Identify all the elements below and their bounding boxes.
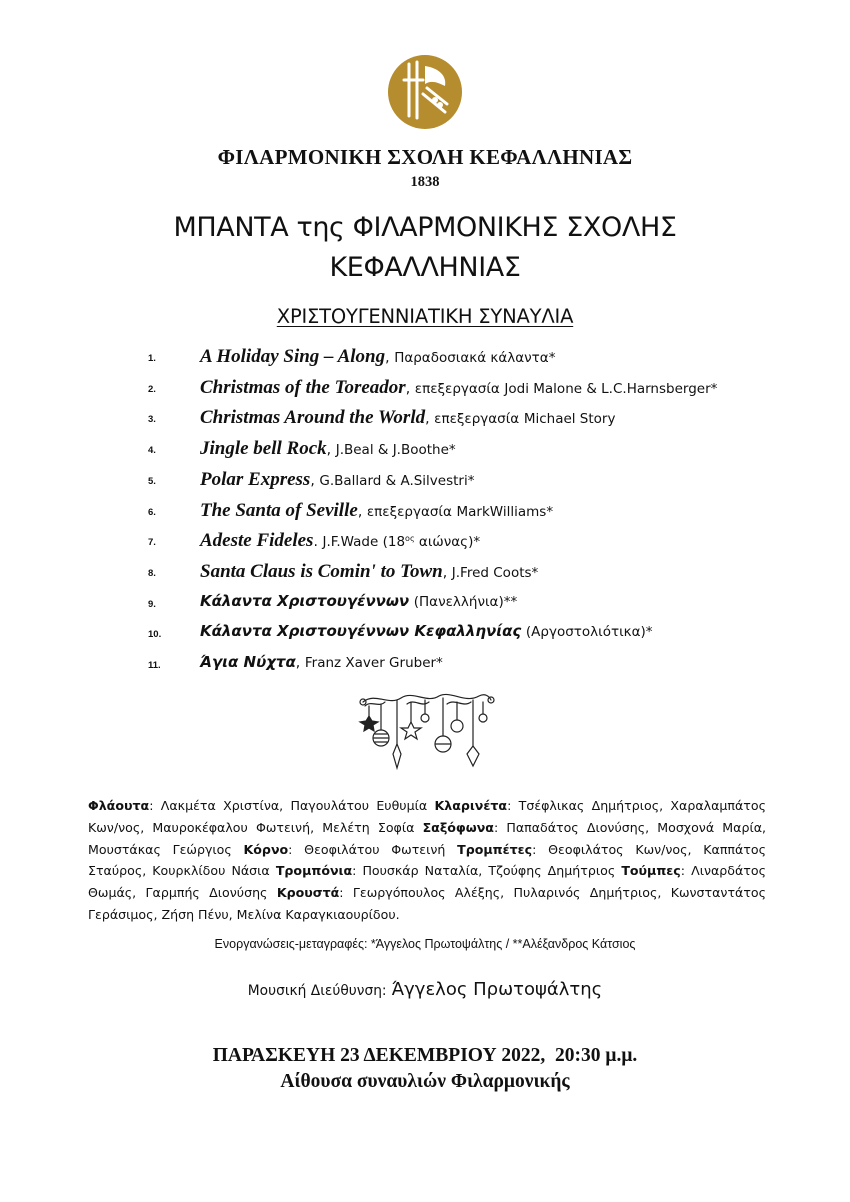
program-item xyxy=(0,438,850,468)
program-item-title: A Holiday Sing – Along xyxy=(200,346,386,367)
program-item-arrangement-prefix: επεξεργασία xyxy=(434,411,520,428)
program-item-arrangement-prefix: επεξεργασία xyxy=(414,380,500,397)
program-item-separator: . xyxy=(313,534,318,551)
instrument-group: Φλάουτα: Λακμέτα Χριστίνα, Παγουλάτου Ευθυμία xyxy=(88,798,428,813)
program-item xyxy=(0,653,850,683)
program-item-separator: , xyxy=(442,564,448,581)
program-item xyxy=(0,377,850,407)
program-item xyxy=(0,500,850,530)
program-item xyxy=(0,530,850,560)
program-item xyxy=(0,346,850,376)
band-title-line2: ΚΕΦΑΛΛΗΝΙΑΣ xyxy=(329,252,521,283)
program-item xyxy=(0,469,850,499)
program-item-number: 5. xyxy=(148,475,156,487)
program-item-credit: (Πανελλήνια)** xyxy=(413,593,518,610)
philharmonic-logo xyxy=(387,54,463,130)
program-item-credit: G.Ballard & A.Silvestri* xyxy=(319,472,475,489)
program-item-credit: J.Beal & J.Boothe* xyxy=(335,442,456,459)
program-item-credit: Jodi Malone & L.C.Harnsberger* xyxy=(504,380,718,397)
instrument-players: Λιναρδάτος Θωμάς, Γαρμπής Διονύσης xyxy=(88,863,766,901)
school-name: ΦΙΛΑΡΜΟΝΙΚΗ ΣΧΟΛΗ ΚΕΦΑΛΛΗΝΙΑΣ xyxy=(217,145,633,169)
program-item-title: Κάλαντα Χριστουγέννων Κεφαλληνίας xyxy=(200,622,522,641)
program-item-title: The Santa of Seville xyxy=(200,499,358,521)
program-item-title: Κάλαντα Χριστουγέννων xyxy=(200,591,410,610)
program-item-separator: , xyxy=(357,503,363,520)
program-item-line xyxy=(200,438,456,460)
concert-venue: Αίθουσα συναυλιών Φιλαρμονικής xyxy=(280,1071,570,1092)
instrument-group: Τρομπόνια: Πουσκάρ Ναταλία, Τζούφης Δημήτριος xyxy=(275,863,616,879)
instrument-players: Γεωργόπουλος Αλέξης, Πυλαρινός Δημήτριος, Κωνσταντάτος Γεράσιμος, Ζήση Πένυ, Μελίνα Καραγκιαουρίδου. xyxy=(88,885,767,922)
program-item-number: 2. xyxy=(148,383,156,395)
program-item-number: 7. xyxy=(148,537,156,549)
instrument-group: Σαξόφωνα: Παπαδάτος Διονύσης, Μοσχονά Μαρία, Μουστάκας Γεώργιος xyxy=(88,819,767,857)
program-item-title: Jingle bell Rock xyxy=(200,438,327,460)
program-item-credit: (Αργοστολιότικα)* xyxy=(525,624,653,641)
program-item-superscript: ος xyxy=(405,534,415,544)
instrument-players: Θεοφιλάτος Κων/νος, Καππάτος Σταύρος, Κουρκλίδου Νάσια xyxy=(88,841,766,879)
concert-date-time: ΠΑΡΑΣΚΕΥΗ 23 ΔΕΚΕΜΒΡΙΟΥ 2022, 20:30 μ.μ. xyxy=(212,1045,638,1066)
concert-title: ΧΡΙΣΤΟΥΓΕΝΝΙΑΤΙΚΗ ΣΥΝΑΥΛΙΑ xyxy=(276,305,574,328)
music-direction xyxy=(0,979,850,1000)
arrangers-credit: Ενοργανώσεις-μεταγραφές: *Άγγελος Πρωτοψάλτης / **Αλέξανδρος Κάτσιος xyxy=(214,937,636,951)
program-item-line xyxy=(200,653,443,671)
program-item-credit: Παραδοσιακά κάλαντα* xyxy=(394,350,556,366)
program-item-separator: , xyxy=(405,380,411,397)
program-item-line xyxy=(200,377,717,399)
program-item-separator: , xyxy=(326,442,332,459)
instrument-players: Θεοφιλάτου Φωτεινή xyxy=(304,841,446,857)
program-item-title: Adeste Fideles xyxy=(200,530,314,552)
program-item-line xyxy=(200,622,653,640)
program-item-credit-suffix: αιώνας)* xyxy=(414,534,481,551)
program-item-number: 10. xyxy=(148,629,162,641)
program-item-line xyxy=(200,346,555,368)
founded-year: 1838 xyxy=(410,174,440,190)
instrument-name: Τρομπέτες xyxy=(457,841,533,857)
program-item-separator: , xyxy=(295,655,301,671)
program-item-title: Christmas of the Toreador xyxy=(200,376,406,398)
program-item-title: Christmas Around the World xyxy=(200,407,426,429)
instrument-name: Τρομπόνια xyxy=(275,863,353,879)
instrument-group: Κρουστά: Γεωργόπουλος Αλέξης, Πυλαρινός Δημήτριος, Κωνσταντάτος Γεράσιμος, Ζήση Πένυ, Μελίνα Καραγκιαουρίδου. xyxy=(88,885,767,922)
program-item-number: 9. xyxy=(148,598,156,610)
program-item xyxy=(0,622,850,652)
program-item-separator: , xyxy=(385,350,390,366)
program-item-credit: Michael Story xyxy=(523,411,616,428)
program-item-credit: J.Fred Coots* xyxy=(451,564,539,581)
program-item-title: Polar Express xyxy=(200,468,311,490)
instrument-name: Τούμπες xyxy=(621,863,681,879)
musicians-credits xyxy=(88,795,766,926)
program-item-separator: , xyxy=(310,472,315,489)
program-item-line xyxy=(200,592,517,610)
program-item-line xyxy=(200,561,538,583)
instrument-group: Κλαρινέτα: Τσέφλικας Δημήτριος, Χαραλαμπάτος Κων/νος, Μαυροκέφαλου Φωτεινή, Μελέτη Σοφία xyxy=(88,798,766,835)
program-item-credit: J.F.Wade (18 xyxy=(322,534,406,551)
program-item-line xyxy=(200,500,553,522)
instrument-group: Τρομπέτες: Θεοφιλάτος Κων/νος, Καππάτος Σταύρος, Κουρκλίδου Νάσια xyxy=(88,841,766,879)
director-name: Άγγελος Πρωτοψάλτης xyxy=(391,979,603,1000)
program-item-number: 11. xyxy=(148,660,161,671)
instrument-name: Κλαρινέτα xyxy=(434,798,508,813)
instrument-group: Τούμπες: Λιναρδάτος Θωμάς, Γαρμπής Διονύσης xyxy=(88,863,766,901)
program-item-arrangement-prefix: επεξεργασία xyxy=(366,503,452,520)
program-item xyxy=(0,592,850,622)
band-title-line1: ΜΠΑΝΤΑ της ΦΙΛΑΡΜΟΝΙΚΗΣ ΣΧΟΛΗΣ xyxy=(173,212,677,243)
instrument-players: Λακμέτα Χριστίνα, Παγουλάτου Ευθυμία xyxy=(160,798,428,813)
program-item-number: 6. xyxy=(148,506,156,518)
program-item-credit: Franz Xaver Gruber* xyxy=(304,655,443,671)
program-item-line xyxy=(200,469,474,491)
christmas-ornaments-illustration xyxy=(355,688,495,770)
program-item xyxy=(0,561,850,591)
program-item-line xyxy=(200,407,615,429)
program-item-number: 4. xyxy=(148,445,156,457)
program-item xyxy=(0,407,850,437)
program-item-title: Άγια Νύχτα xyxy=(200,653,296,671)
program-item-number: 3. xyxy=(148,414,156,426)
instrument-players: Πουσκάρ Ναταλία, Τζούφης Δημήτριος xyxy=(362,863,616,879)
instrument-name: Κρουστά xyxy=(276,885,340,901)
band-title xyxy=(0,208,850,288)
instrument-players: Παπαδάτος Διονύσης, Μοσχονά Μαρία, Μουστάκας Γεώργιος xyxy=(88,819,767,857)
instrument-name: Σαξόφωνα xyxy=(422,819,494,835)
direction-label: Μουσική Διεύθυνση: xyxy=(247,983,387,999)
instrument-players: Τσέφλικας Δημήτριος, Χαραλαμπάτος Κων/νος, Μαυροκέφαλου Φωτεινή, Μελέτη Σοφία xyxy=(88,798,766,835)
program-item-credit: MarkWilliams* xyxy=(456,503,554,520)
program-item-number: 8. xyxy=(148,567,156,579)
program-item-separator: , xyxy=(425,411,430,428)
instrument-group: Κόρνο: Θεοφιλάτου Φωτεινή xyxy=(243,841,446,857)
program-item-number: 1. xyxy=(148,353,156,364)
program-item-title: Santa Claus is Comin' to Town xyxy=(200,560,443,582)
instrument-name: Φλάουτα xyxy=(88,798,150,813)
instrument-name: Κόρνο xyxy=(243,841,289,857)
program-item-line xyxy=(200,530,480,552)
